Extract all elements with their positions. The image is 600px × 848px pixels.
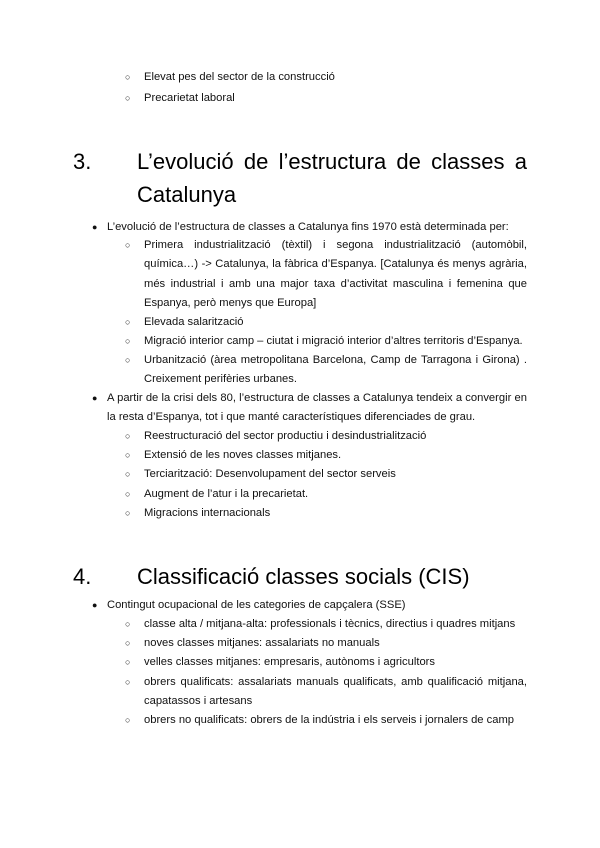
list-item: ○ Terciarització: Desenvolupament del sector serveis — [144, 465, 527, 484]
circle-bullet-icon: ○ — [125, 677, 131, 687]
circle-bullet-icon: ○ — [125, 355, 131, 365]
circle-bullet-icon: ○ — [125, 317, 131, 327]
list-item: ○ Urbanització (àrea metropolitana Barcelona, Camp de Tarragona i Girona) . Creixement perifèries urbanes. — [144, 351, 527, 390]
list-item: ○ velles classes mitjanes: empresaris, autònoms i agricultors — [144, 653, 527, 672]
list-item: ○ Migracions internacionals — [144, 504, 527, 523]
section-title-line1: L’evolució de l’estructura de classes a — [137, 149, 527, 174]
circle-bullet-icon: ○ — [125, 657, 131, 667]
list-item: ○ Elevada salarització — [144, 313, 527, 332]
circle-bullet-icon: ○ — [125, 619, 131, 629]
circle-bullet-icon: ○ — [125, 715, 131, 725]
circle-bullet-icon: ○ — [125, 508, 131, 518]
section-number: 3. — [73, 149, 92, 174]
list-item: ● L’evolució de l’estructura de classes a Catalunya fins 1970 està determinada per: — [107, 218, 527, 237]
bullet-icon: ● — [92, 393, 98, 403]
list-item: ○ Extensió de les noves classes mitjanes. — [144, 446, 527, 465]
list-item: ○ Migració interior camp – ciutat i migració interior d’altres territoris d’Espanya. — [144, 332, 527, 351]
section-4-heading — [73, 564, 527, 594]
section-title-line2: Catalunya — [137, 182, 237, 207]
list-item: ○ Reestructuració del sector productiu i desindustrialització — [144, 427, 527, 446]
circle-bullet-icon: ○ — [125, 240, 131, 250]
bullet-icon: ● — [92, 222, 98, 232]
circle-bullet-icon: ○ — [125, 450, 131, 460]
list-item: ● A partir de la crisi dels 80, l’estructura de classes a Catalunya tendeix a convergir en la resta d’Espanya, tot i que manté característiques diferenciades de grau. — [107, 389, 527, 428]
list-item: ○ noves classes mitjanes: assalariats no manuals — [144, 634, 527, 653]
list-item: ○ Elevat pes del sector de la construcció — [144, 68, 527, 87]
bullet-icon: ● — [92, 600, 98, 610]
list-item: ● Contingut ocupacional de les categories de capçalera (SSE) — [107, 596, 527, 615]
section-3-heading — [73, 149, 527, 209]
list-item: ○ obrers qualificats: assalariats manuals qualificats, amb qualificació mitjana, capatassos i artesans — [144, 673, 527, 712]
section-number: 4. — [73, 564, 92, 589]
list-item: ○ Primera industrialització (tèxtil) i segona industrialització (automòbil, química…) -> Catalunya, la fàbrica d’Espanya. [Catalunya és menys agrària, més industrial i amb una major taxa d’activitat masculina i femenina que Espanya, però menys que Europa] — [144, 236, 527, 313]
circle-bullet-icon: ○ — [125, 489, 131, 499]
list-item: ○ classe alta / mitjana-alta: professionals i tècnics, directius i quadres mitjans — [144, 615, 527, 634]
list-item: ○ obrers no qualificats: obrers de la indústria i els serveis i jornalers de camp — [144, 711, 527, 730]
circle-bullet-icon: ○ — [125, 72, 131, 82]
list-item: ○ Augment de l’atur i la precarietat. — [144, 485, 527, 504]
circle-bullet-icon: ○ — [125, 336, 131, 346]
circle-bullet-icon: ○ — [125, 93, 131, 103]
section-title: Classificació classes socials (CIS) — [137, 564, 470, 589]
circle-bullet-icon: ○ — [125, 469, 131, 479]
circle-bullet-icon: ○ — [125, 431, 131, 441]
circle-bullet-icon: ○ — [125, 638, 131, 648]
list-item: ○ Precarietat laboral — [144, 89, 527, 108]
